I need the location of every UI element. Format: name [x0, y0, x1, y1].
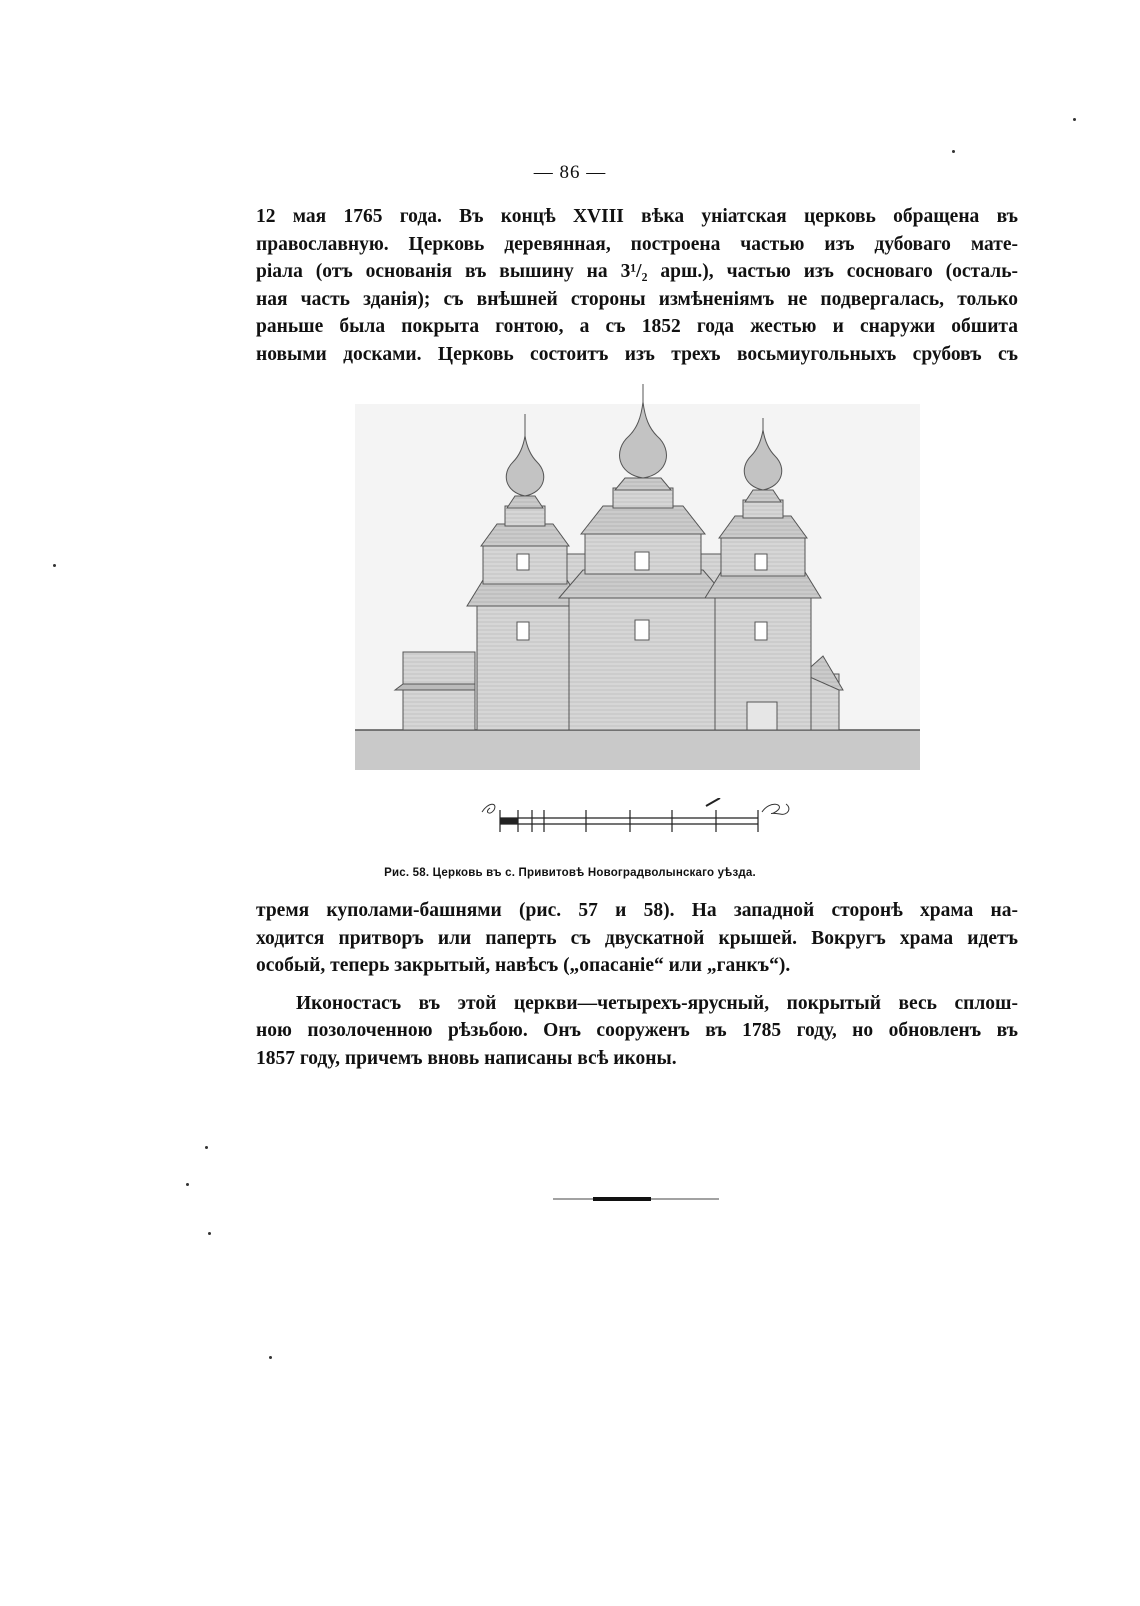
scan-speck: [269, 1356, 272, 1359]
text-line: ною позолоченною рѣзьбою. Онъ сооруженъ въ 1785 году, но обновленъ въ: [256, 1020, 1018, 1041]
end-ornament: [553, 1196, 719, 1202]
bottom-text: [256, 897, 1018, 1072]
scan-speck: [186, 1183, 189, 1186]
page-number: — 86 —: [533, 162, 607, 183]
text-line: особый, теперь закрытый, навѣсъ („опасаніе“ или „ганкъ“).: [256, 955, 791, 976]
church-elevation-illustration: [355, 384, 920, 796]
text-line: Иконостасъ въ этой церкви—четырехъ-ярусный, покрытый весь сплош-: [296, 992, 1018, 1014]
bottom-paragraph-1: [256, 897, 1018, 980]
scan-speck: [208, 1232, 211, 1235]
text-line: 12 мая 1765 года. Въ концѣ XVIII вѣка уніатская церковь обращена въ: [256, 206, 1018, 227]
scan-speck: [205, 1146, 208, 1149]
scan-speck: [952, 150, 955, 153]
text-line: раньше была покрыта гонтою, а съ 1852 года жестью и снаружи обшита: [256, 316, 1018, 337]
text-line: ходится притворъ или паперть съ двускатной крышей. Вокругъ храма идетъ: [256, 927, 1018, 949]
figure-caption: Рис. 58. Церковь въ с. Привитовѣ Новоградволынскаго уѣзда.: [384, 867, 756, 879]
bottom-paragraph-2: [256, 990, 1018, 1073]
scan-speck: [53, 564, 56, 567]
text-line: новыми досками. Церковь состоитъ изъ трехъ восьмиугольныхъ срубовъ съ: [256, 343, 1018, 365]
scan-speck: [1073, 118, 1076, 121]
top-paragraph: [256, 203, 1018, 368]
text-line: тремя куполами-башнями (рис. 57 и 58). На западной сторонѣ храма на-: [256, 900, 1018, 921]
text-line: ная часть зданія); съ внѣшней стороны измѣненіямъ не подвергалась, только: [256, 288, 1018, 310]
text-line: ріала (отъ основанія въ вышину на 3¹/₂ арш.), частью изъ сосноваго (осталь-: [256, 261, 1018, 282]
text-line: 1857 году, причемъ вновь написаны всѣ иконы.: [256, 1047, 677, 1069]
scale-bar: [480, 798, 810, 848]
text-line: православную. Церковь деревянная, построена частью изъ дубоваго мате-: [256, 233, 1018, 255]
